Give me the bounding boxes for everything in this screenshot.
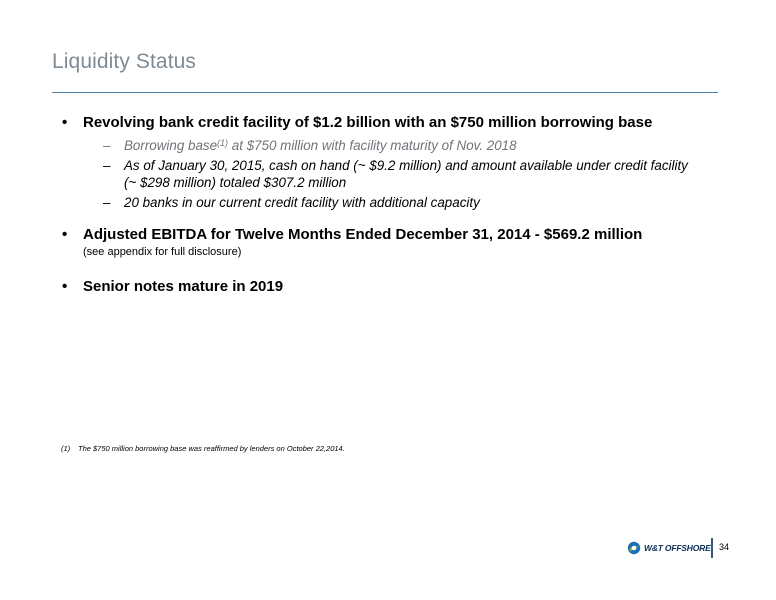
bullet-2-text: Adjusted EBITDA for Twelve Months Ended December 31, 2014 - $569.2 million: [83, 226, 643, 243]
bullet-2-note: (see appendix for full disclosure): [83, 246, 242, 258]
bullet-marker: •: [62, 114, 68, 131]
dash-marker: –: [103, 195, 111, 210]
sub-1-3-text: 20 banks in our current credit facility with additional capacity: [124, 195, 480, 210]
dash-marker: –: [103, 158, 111, 173]
bullet-marker: •: [62, 278, 68, 295]
footnote-text: The $750 million borrowing base was reaffirmed by lenders on October 22,2014.: [78, 444, 345, 453]
logo-wordmark: W&T OFFSHORE: [644, 543, 711, 553]
sub-1-1-pre: Borrowing base: [124, 138, 218, 153]
wt-offshore-logo-icon: [627, 541, 641, 555]
sub-1-2-line1: As of January 30, 2015, cash on hand (~ $9.2 million) and amount available under credit facility: [124, 158, 688, 173]
company-logo: [627, 539, 711, 557]
sub-1-2-line2: (~ $298 million) totaled $307.2 million: [124, 175, 347, 190]
footer-divider: [711, 538, 713, 558]
bullet-marker: •: [62, 226, 68, 243]
footnote-number: (1): [61, 444, 71, 453]
title-rule: [52, 92, 718, 93]
bullet-1-text: Revolving bank credit facility of $1.2 billion with an $750 million borrowing base: [83, 114, 653, 131]
sub-1-1-post: at $750 million with facility maturity of Nov. 2018: [228, 138, 517, 153]
page-number: 34: [719, 542, 730, 552]
footnote-ref: (1): [217, 138, 229, 148]
dash-marker: –: [103, 138, 111, 153]
bullet-3-text: Senior notes mature in 2019: [83, 278, 284, 295]
slide-title: Liquidity Status: [52, 50, 197, 73]
